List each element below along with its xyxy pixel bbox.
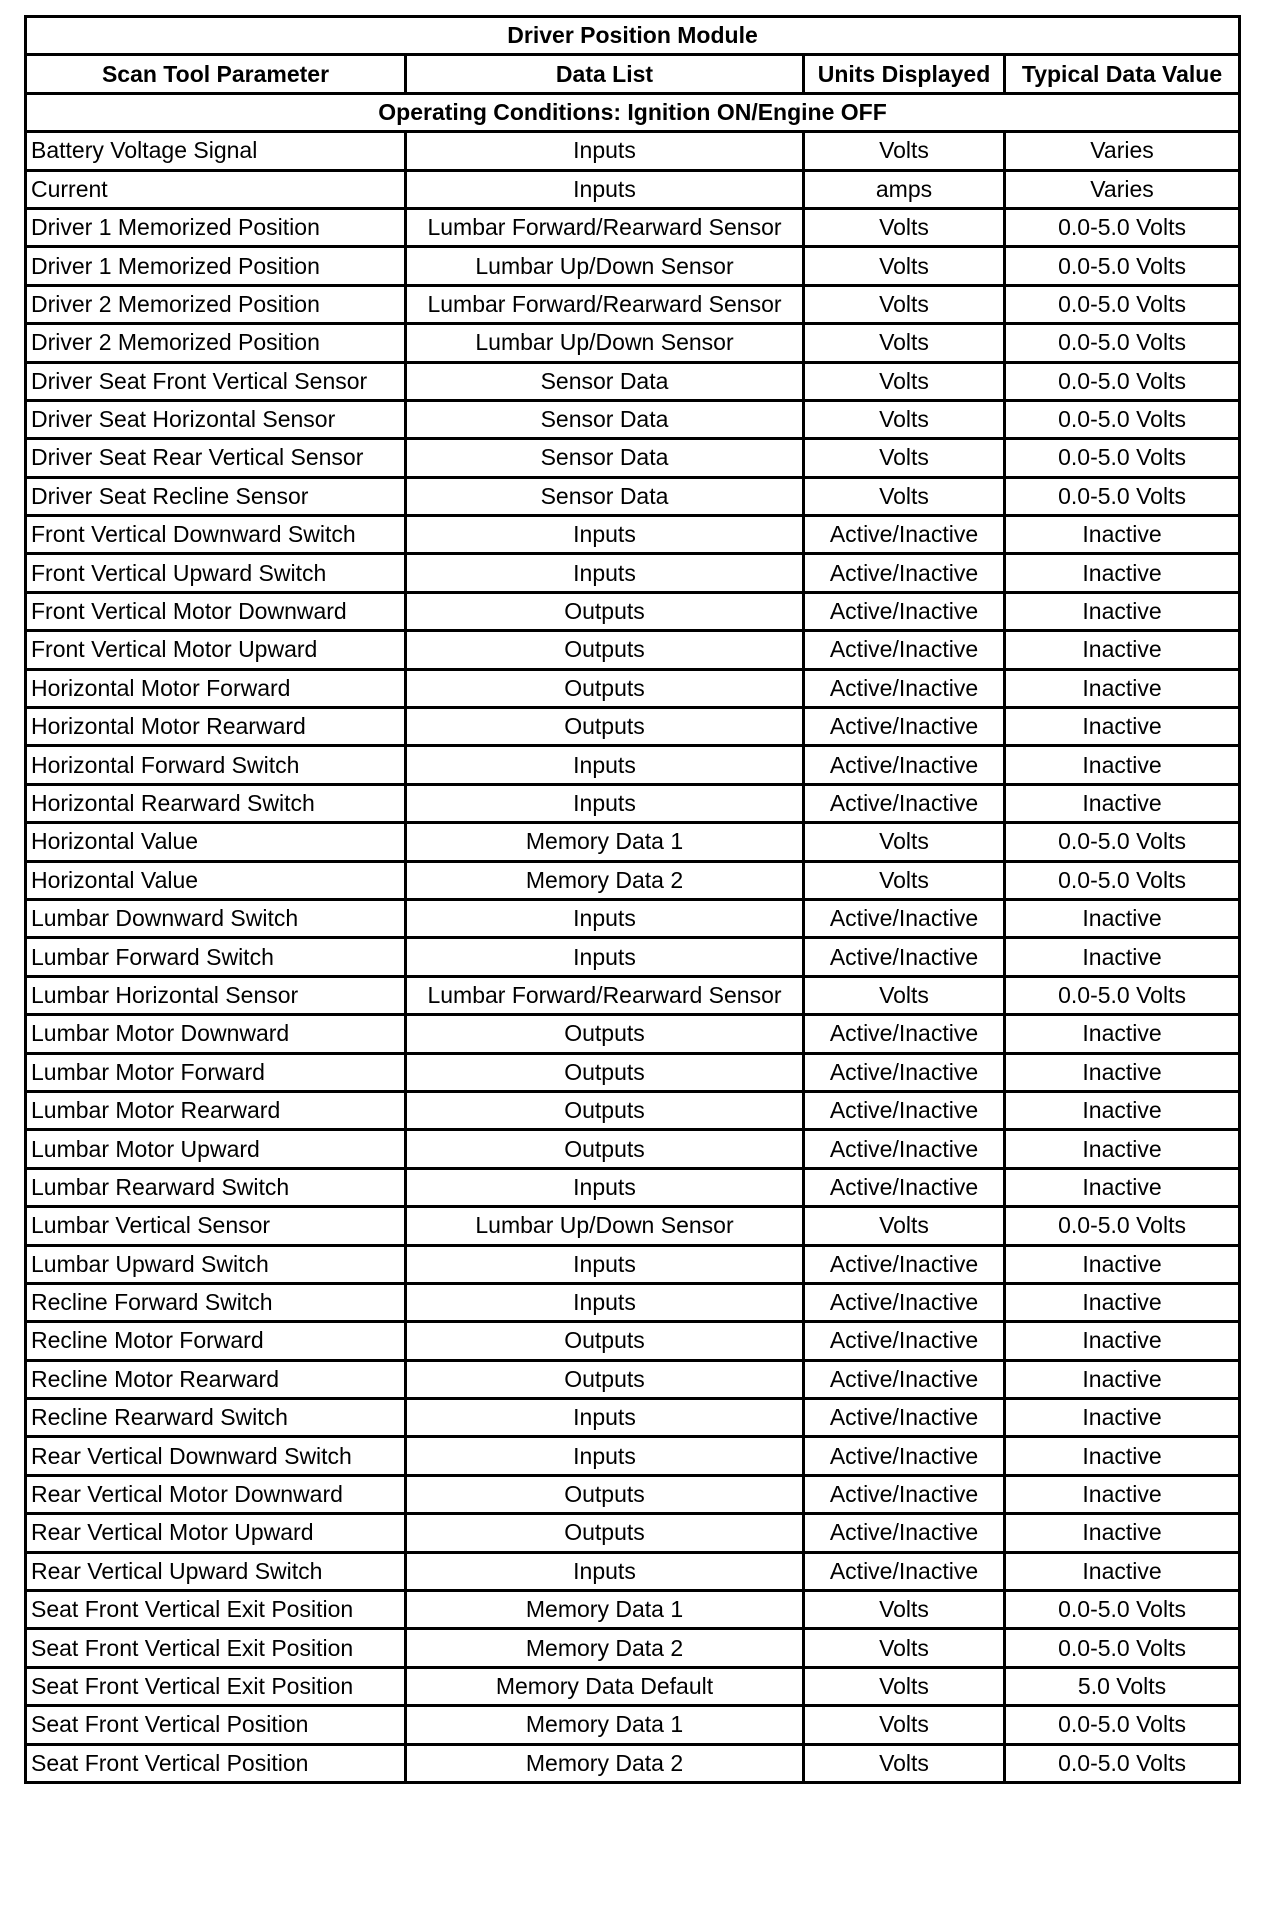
table-row — [26, 208, 1240, 246]
table-row — [26, 285, 1240, 323]
units-cell: Volts — [804, 208, 1005, 246]
table-row — [26, 708, 1240, 746]
header-data-list: Data List — [406, 55, 804, 93]
typical-value-cell: 0.0-5.0 Volts — [1005, 1207, 1240, 1245]
units-cell: Volts — [804, 247, 1005, 285]
title-row — [26, 17, 1240, 55]
table-row — [26, 823, 1240, 861]
table-row — [26, 631, 1240, 669]
data-list-cell: Memory Data 1 — [406, 1591, 804, 1629]
units-cell: Active/Inactive — [804, 592, 1005, 630]
units-cell: Volts — [804, 1744, 1005, 1782]
typical-value-cell: 0.0-5.0 Volts — [1005, 400, 1240, 438]
data-list-cell: Sensor Data — [406, 477, 804, 515]
typical-value-cell: Inactive — [1005, 1322, 1240, 1360]
data-list-cell: Inputs — [406, 170, 804, 208]
units-cell: Active/Inactive — [804, 784, 1005, 822]
units-cell: Volts — [804, 132, 1005, 170]
parameter-cell: Lumbar Horizontal Sensor — [26, 976, 406, 1014]
table-row — [26, 1283, 1240, 1321]
table-row — [26, 1207, 1240, 1245]
data-list-cell: Inputs — [406, 1283, 804, 1321]
typical-value-cell: Inactive — [1005, 746, 1240, 784]
parameter-cell: Driver Seat Rear Vertical Sensor — [26, 439, 406, 477]
parameter-cell: Horizontal Value — [26, 861, 406, 899]
parameter-cell: Rear Vertical Upward Switch — [26, 1552, 406, 1590]
typical-value-cell: Inactive — [1005, 1015, 1240, 1053]
table-row — [26, 899, 1240, 937]
typical-value-cell: 0.0-5.0 Volts — [1005, 861, 1240, 899]
typical-value-cell: Inactive — [1005, 1168, 1240, 1206]
parameter-cell: Lumbar Upward Switch — [26, 1245, 406, 1283]
parameter-cell: Lumbar Motor Downward — [26, 1015, 406, 1053]
parameter-cell: Lumbar Rearward Switch — [26, 1168, 406, 1206]
data-list-cell: Outputs — [406, 592, 804, 630]
units-cell: Active/Inactive — [804, 1399, 1005, 1437]
table-row — [26, 784, 1240, 822]
data-list-cell: Memory Data 1 — [406, 1706, 804, 1744]
table-row — [26, 516, 1240, 554]
data-list-cell: Outputs — [406, 708, 804, 746]
units-cell: Active/Inactive — [804, 1475, 1005, 1513]
typical-value-cell: 0.0-5.0 Volts — [1005, 362, 1240, 400]
typical-value-cell: Inactive — [1005, 1552, 1240, 1590]
parameter-cell: Recline Rearward Switch — [26, 1399, 406, 1437]
units-cell: Active/Inactive — [804, 1437, 1005, 1475]
units-cell: Active/Inactive — [804, 1168, 1005, 1206]
table-row — [26, 1629, 1240, 1667]
typical-value-cell: Inactive — [1005, 1053, 1240, 1091]
typical-value-cell: 0.0-5.0 Volts — [1005, 208, 1240, 246]
typical-value-cell: Inactive — [1005, 899, 1240, 937]
typical-value-cell: 0.0-5.0 Volts — [1005, 247, 1240, 285]
data-list-cell: Outputs — [406, 669, 804, 707]
typical-value-cell: Inactive — [1005, 516, 1240, 554]
typical-value-cell: 0.0-5.0 Volts — [1005, 439, 1240, 477]
parameter-cell: Horizontal Value — [26, 823, 406, 861]
units-cell: Active/Inactive — [804, 899, 1005, 937]
parameter-cell: Recline Forward Switch — [26, 1283, 406, 1321]
typical-value-cell: Inactive — [1005, 1475, 1240, 1513]
data-list-cell: Lumbar Forward/Rearward Sensor — [406, 208, 804, 246]
table-row — [26, 1744, 1240, 1782]
data-list-cell: Inputs — [406, 554, 804, 592]
data-list-cell: Inputs — [406, 1552, 804, 1590]
units-cell: Volts — [804, 285, 1005, 323]
data-list-cell: Memory Data 1 — [406, 823, 804, 861]
units-cell: amps — [804, 170, 1005, 208]
parameter-cell: Lumbar Forward Switch — [26, 938, 406, 976]
table-row — [26, 1437, 1240, 1475]
data-list-cell: Outputs — [406, 1130, 804, 1168]
parameter-cell: Horizontal Motor Rearward — [26, 708, 406, 746]
parameter-cell: Rear Vertical Motor Downward — [26, 1475, 406, 1513]
table-row — [26, 1667, 1240, 1705]
parameter-cell: Lumbar Motor Upward — [26, 1130, 406, 1168]
parameter-cell: Recline Motor Forward — [26, 1322, 406, 1360]
table-row — [26, 324, 1240, 362]
parameter-cell: Horizontal Motor Forward — [26, 669, 406, 707]
parameter-cell: Rear Vertical Motor Upward — [26, 1514, 406, 1552]
typical-value-cell: Inactive — [1005, 592, 1240, 630]
data-list-cell: Memory Data 2 — [406, 1629, 804, 1667]
typical-value-cell: Inactive — [1005, 1245, 1240, 1283]
table-row — [26, 746, 1240, 784]
table-row — [26, 554, 1240, 592]
parameter-cell: Driver Seat Horizontal Sensor — [26, 400, 406, 438]
units-cell: Volts — [804, 1629, 1005, 1667]
units-cell: Active/Inactive — [804, 1552, 1005, 1590]
header-row — [26, 55, 1240, 93]
parameter-cell: Driver 1 Memorized Position — [26, 247, 406, 285]
header-typical-value: Typical Data Value — [1005, 55, 1240, 93]
header-units: Units Displayed — [804, 55, 1005, 93]
units-cell: Active/Inactive — [804, 708, 1005, 746]
data-list-cell: Outputs — [406, 631, 804, 669]
parameter-cell: Seat Front Vertical Position — [26, 1744, 406, 1782]
parameter-cell: Driver Seat Recline Sensor — [26, 477, 406, 515]
typical-value-cell: Inactive — [1005, 1130, 1240, 1168]
table-row — [26, 1091, 1240, 1129]
table-row — [26, 477, 1240, 515]
parameter-cell: Lumbar Downward Switch — [26, 899, 406, 937]
table-title: Driver Position Module — [26, 17, 1240, 55]
units-cell: Active/Inactive — [804, 1322, 1005, 1360]
parameter-cell: Seat Front Vertical Exit Position — [26, 1667, 406, 1705]
data-list-cell: Memory Data 2 — [406, 861, 804, 899]
units-cell: Active/Inactive — [804, 669, 1005, 707]
data-list-cell: Inputs — [406, 1245, 804, 1283]
table-row — [26, 1475, 1240, 1513]
table-row — [26, 1130, 1240, 1168]
parameter-cell: Current — [26, 170, 406, 208]
units-cell: Volts — [804, 439, 1005, 477]
table-row — [26, 247, 1240, 285]
typical-value-cell: 0.0-5.0 Volts — [1005, 976, 1240, 1014]
table-row — [26, 1053, 1240, 1091]
data-list-cell: Lumbar Up/Down Sensor — [406, 247, 804, 285]
data-list-cell: Lumbar Forward/Rearward Sensor — [406, 285, 804, 323]
table-row — [26, 976, 1240, 1014]
typical-value-cell: 0.0-5.0 Volts — [1005, 1706, 1240, 1744]
units-cell: Active/Inactive — [804, 631, 1005, 669]
units-cell: Volts — [804, 823, 1005, 861]
parameter-cell: Seat Front Vertical Exit Position — [26, 1591, 406, 1629]
typical-value-cell: Inactive — [1005, 784, 1240, 822]
data-list-cell: Memory Data Default — [406, 1667, 804, 1705]
table-row — [26, 861, 1240, 899]
typical-value-cell: 0.0-5.0 Volts — [1005, 285, 1240, 323]
data-list-cell: Outputs — [406, 1091, 804, 1129]
parameter-cell: Lumbar Motor Forward — [26, 1053, 406, 1091]
parameter-cell: Front Vertical Motor Downward — [26, 592, 406, 630]
table-row — [26, 439, 1240, 477]
typical-value-cell: Varies — [1005, 170, 1240, 208]
units-cell: Active/Inactive — [804, 1091, 1005, 1129]
data-list-cell: Inputs — [406, 938, 804, 976]
typical-value-cell: 0.0-5.0 Volts — [1005, 1629, 1240, 1667]
parameter-cell: Front Vertical Upward Switch — [26, 554, 406, 592]
table-row — [26, 132, 1240, 170]
table-row — [26, 1360, 1240, 1398]
typical-value-cell: 0.0-5.0 Volts — [1005, 477, 1240, 515]
units-cell: Active/Inactive — [804, 1130, 1005, 1168]
units-cell: Volts — [804, 1591, 1005, 1629]
typical-value-cell: 0.0-5.0 Volts — [1005, 1591, 1240, 1629]
typical-value-cell: Inactive — [1005, 1091, 1240, 1129]
table-row — [26, 938, 1240, 976]
data-list-cell: Outputs — [406, 1514, 804, 1552]
table-row — [26, 1552, 1240, 1590]
units-cell: Volts — [804, 861, 1005, 899]
units-cell: Volts — [804, 362, 1005, 400]
parameter-cell: Driver 2 Memorized Position — [26, 324, 406, 362]
data-list-cell: Outputs — [406, 1475, 804, 1513]
typical-value-cell: Inactive — [1005, 708, 1240, 746]
data-list-cell: Outputs — [406, 1053, 804, 1091]
units-cell: Active/Inactive — [804, 516, 1005, 554]
data-list-cell: Inputs — [406, 1399, 804, 1437]
typical-value-cell: Inactive — [1005, 938, 1240, 976]
data-list-cell: Lumbar Up/Down Sensor — [406, 324, 804, 362]
data-list-cell: Inputs — [406, 132, 804, 170]
parameter-cell: Recline Motor Rearward — [26, 1360, 406, 1398]
typical-value-cell: 0.0-5.0 Volts — [1005, 324, 1240, 362]
typical-value-cell: 5.0 Volts — [1005, 1667, 1240, 1705]
table-row — [26, 1706, 1240, 1744]
units-cell: Active/Inactive — [804, 554, 1005, 592]
parameter-cell: Seat Front Vertical Exit Position — [26, 1629, 406, 1667]
units-cell: Volts — [804, 324, 1005, 362]
typical-value-cell: Inactive — [1005, 669, 1240, 707]
table-row — [26, 592, 1240, 630]
typical-value-cell: 0.0-5.0 Volts — [1005, 1744, 1240, 1782]
data-list-cell: Outputs — [406, 1322, 804, 1360]
units-cell: Volts — [804, 1667, 1005, 1705]
table-row — [26, 1514, 1240, 1552]
data-list-cell: Inputs — [406, 1168, 804, 1206]
data-list-cell: Inputs — [406, 899, 804, 937]
typical-value-cell: Inactive — [1005, 1514, 1240, 1552]
units-cell: Volts — [804, 1706, 1005, 1744]
parameter-cell: Rear Vertical Downward Switch — [26, 1437, 406, 1475]
data-list-cell: Inputs — [406, 746, 804, 784]
units-cell: Active/Inactive — [804, 1514, 1005, 1552]
units-cell: Active/Inactive — [804, 1283, 1005, 1321]
data-list-cell: Sensor Data — [406, 362, 804, 400]
units-cell: Active/Inactive — [804, 1245, 1005, 1283]
typical-value-cell: Varies — [1005, 132, 1240, 170]
data-list-cell: Outputs — [406, 1015, 804, 1053]
table-row — [26, 170, 1240, 208]
typical-value-cell: Inactive — [1005, 1437, 1240, 1475]
units-cell: Volts — [804, 976, 1005, 1014]
data-list-cell: Inputs — [406, 784, 804, 822]
data-list-cell: Sensor Data — [406, 439, 804, 477]
table-row — [26, 669, 1240, 707]
parameter-cell: Battery Voltage Signal — [26, 132, 406, 170]
parameter-cell: Lumbar Motor Rearward — [26, 1091, 406, 1129]
units-cell: Active/Inactive — [804, 938, 1005, 976]
data-list-cell: Lumbar Forward/Rearward Sensor — [406, 976, 804, 1014]
table-row — [26, 1015, 1240, 1053]
parameter-cell: Horizontal Rearward Switch — [26, 784, 406, 822]
data-table — [24, 15, 1241, 1784]
data-list-cell: Inputs — [406, 1437, 804, 1475]
parameter-cell: Lumbar Vertical Sensor — [26, 1207, 406, 1245]
parameter-cell: Front Vertical Motor Upward — [26, 631, 406, 669]
units-cell: Active/Inactive — [804, 1360, 1005, 1398]
units-cell: Volts — [804, 477, 1005, 515]
typical-value-cell: Inactive — [1005, 554, 1240, 592]
units-cell: Volts — [804, 1207, 1005, 1245]
conditions-row — [26, 93, 1240, 131]
data-list-cell: Inputs — [406, 516, 804, 554]
typical-value-cell: 0.0-5.0 Volts — [1005, 823, 1240, 861]
parameter-cell: Front Vertical Downward Switch — [26, 516, 406, 554]
table-row — [26, 400, 1240, 438]
units-cell: Active/Inactive — [804, 746, 1005, 784]
typical-value-cell: Inactive — [1005, 1283, 1240, 1321]
parameter-cell: Horizontal Forward Switch — [26, 746, 406, 784]
typical-value-cell: Inactive — [1005, 1399, 1240, 1437]
table-row — [26, 1591, 1240, 1629]
table-row — [26, 1168, 1240, 1206]
table-row — [26, 1245, 1240, 1283]
units-cell: Volts — [804, 400, 1005, 438]
table-row — [26, 362, 1240, 400]
parameter-cell: Seat Front Vertical Position — [26, 1706, 406, 1744]
table-row — [26, 1322, 1240, 1360]
parameter-cell: Driver Seat Front Vertical Sensor — [26, 362, 406, 400]
data-list-cell: Sensor Data — [406, 400, 804, 438]
data-list-cell: Outputs — [406, 1360, 804, 1398]
data-list-cell: Memory Data 2 — [406, 1744, 804, 1782]
typical-value-cell: Inactive — [1005, 631, 1240, 669]
parameter-cell: Driver 1 Memorized Position — [26, 208, 406, 246]
header-parameter: Scan Tool Parameter — [26, 55, 406, 93]
typical-value-cell: Inactive — [1005, 1360, 1240, 1398]
data-list-cell: Lumbar Up/Down Sensor — [406, 1207, 804, 1245]
units-cell: Active/Inactive — [804, 1015, 1005, 1053]
operating-conditions: Operating Conditions: Ignition ON/Engine OFF — [26, 93, 1240, 131]
units-cell: Active/Inactive — [804, 1053, 1005, 1091]
parameter-cell: Driver 2 Memorized Position — [26, 285, 406, 323]
table-row — [26, 1399, 1240, 1437]
